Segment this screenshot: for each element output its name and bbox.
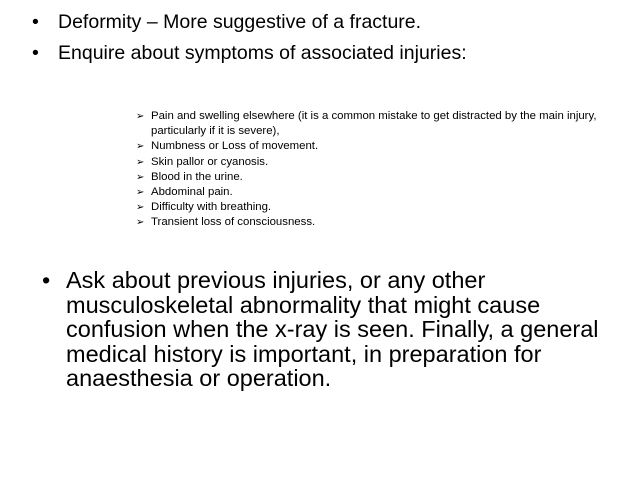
list-item <box>136 170 616 185</box>
list-item-text: Abdominal pain. <box>151 186 233 199</box>
bullet-previous-injuries <box>42 268 636 391</box>
list-item <box>136 215 616 230</box>
list-item-text: Difficulty with breathing. <box>151 201 272 214</box>
bullet-text: Enquire about symptoms of associated injuries: <box>58 42 467 64</box>
list-item-text: Skin pallor or cyanosis. <box>151 155 269 168</box>
list-item-text: Numbness or Loss of movement. <box>151 140 319 153</box>
list-item-text: Blood in the urine. <box>151 170 243 183</box>
arrow-bullet-icon: ➢ <box>136 111 145 122</box>
arrow-bullet-icon: ➢ <box>136 217 145 229</box>
bullet-dot: • <box>42 267 51 293</box>
list-item <box>136 139 616 154</box>
arrow-bullet-icon: ➢ <box>136 156 145 168</box>
arrow-bullet-icon: ➢ <box>136 187 145 199</box>
list-item <box>136 200 616 215</box>
list-item <box>136 109 616 139</box>
list-item-text: Pain and swelling elsewhere (it is a common mistake to get distracted by the main injury, particularly if it is severe), <box>151 110 597 138</box>
arrow-bullet-icon: ➢ <box>136 141 145 153</box>
bullet-dot: • <box>32 42 39 64</box>
list-item <box>136 185 616 200</box>
bullet-enquire <box>32 41 622 65</box>
bullet-dot: • <box>32 11 39 33</box>
symptom-list <box>136 109 616 231</box>
arrow-bullet-icon: ➢ <box>136 202 145 214</box>
bullet-text: Deformity – More suggestive of a fracture. <box>58 11 422 33</box>
bullet-text: Ask about previous injuries, or any other musculoskeletal abnormality that might cause confusion when the x-ray is seen. Finally, a general medical history is important, in preparation for anaesthesia or operation. <box>66 267 599 391</box>
list-item-text: Transient loss of consciousness. <box>151 216 316 229</box>
bullet-deformity <box>32 10 622 34</box>
arrow-bullet-icon: ➢ <box>136 171 145 183</box>
list-item <box>136 155 616 170</box>
